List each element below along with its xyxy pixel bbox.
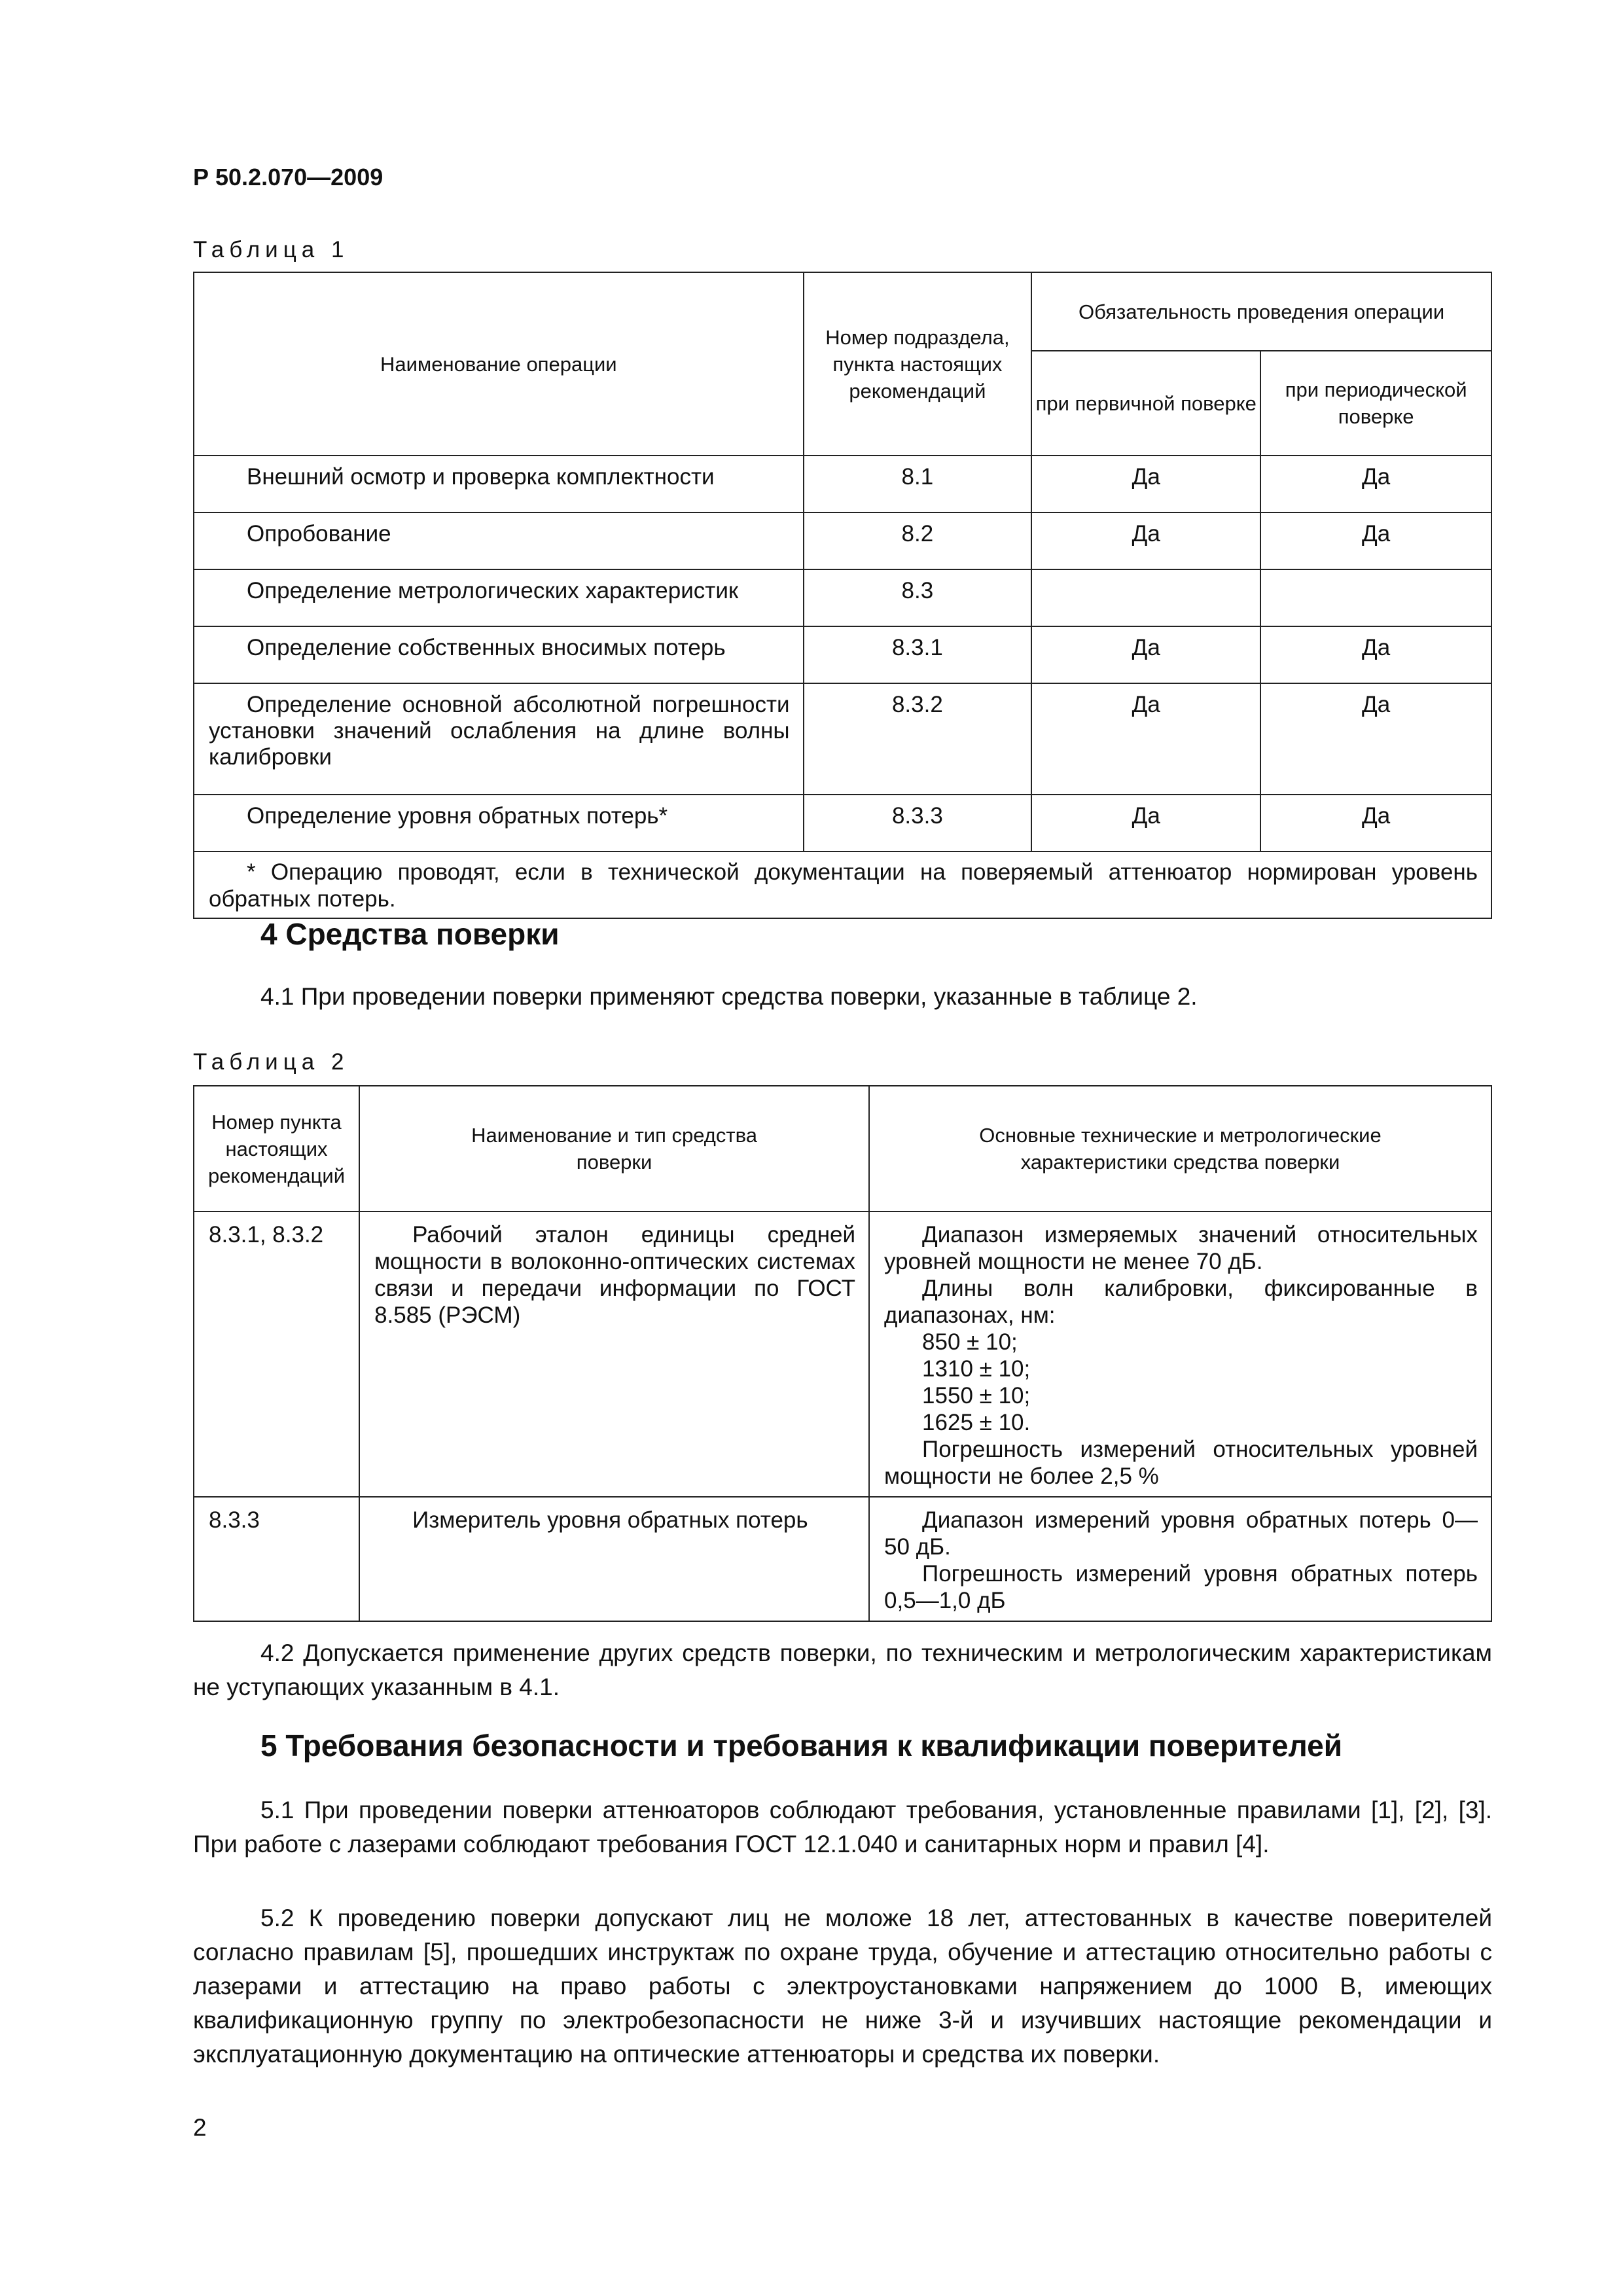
table1-caption: Таблица 1 bbox=[193, 237, 349, 262]
table2-header-chars: Основные технические и метрологические характеристики средства поверки bbox=[869, 1086, 1491, 1211]
page-number: 2 bbox=[193, 2114, 207, 2141]
table-row bbox=[194, 626, 1491, 683]
table-row bbox=[194, 456, 1491, 512]
section-number: 8.2 bbox=[804, 512, 1032, 569]
instrument-characteristics bbox=[869, 1497, 1491, 1621]
characteristic-range: Диапазон измерений уровня обратных потерь 0—50 дБ. bbox=[884, 1507, 1478, 1560]
operation-name: Опробование bbox=[194, 512, 804, 569]
characteristic-wavelengths: Длины волн калибровки, фиксированные в диапазонах, нм: bbox=[884, 1276, 1478, 1328]
periodic-check: Да bbox=[1260, 795, 1491, 852]
wavelength-item: 1625 ± 10. bbox=[922, 1410, 1031, 1435]
primary-check: Да bbox=[1031, 683, 1260, 795]
table-row bbox=[194, 1211, 1491, 1497]
primary-check: Да bbox=[1031, 795, 1260, 852]
section-number: 8.3.3 bbox=[804, 795, 1032, 852]
table1-header-primary: при первичной поверке bbox=[1031, 351, 1260, 456]
characteristic-error: Погрешность измерений относительных уровней мощности не более 2,5 % bbox=[884, 1437, 1478, 1489]
table2-caption: Таблица 2 bbox=[193, 1049, 349, 1075]
operation-name: Определение основной абсолютной погрешности установки значений ослабления на длине волны калибровки bbox=[194, 683, 804, 795]
characteristic-range: Диапазон измеряемых значений относительных уровней мощности не менее 70 дБ. bbox=[884, 1222, 1478, 1274]
table1-header-section: Номер подраздела, пункта настоящих рекомендаций bbox=[804, 272, 1032, 456]
section5-title: 5 Требования безопасности и требования к квалификации поверителей bbox=[260, 1729, 1342, 1763]
primary-check: Да bbox=[1031, 456, 1260, 512]
operation-name: Внешний осмотр и проверка комплектности bbox=[194, 456, 804, 512]
section-number: 8.1 bbox=[804, 456, 1032, 512]
primary-check bbox=[1031, 569, 1260, 626]
table1-header-obligation: Обязательность проведения операции bbox=[1031, 272, 1491, 351]
document-code: Р 50.2.070—2009 bbox=[193, 164, 383, 190]
instrument-characteristics bbox=[869, 1211, 1491, 1497]
table-row bbox=[194, 512, 1491, 569]
instrument-name: Рабочий эталон единицы средней мощности в волоконно-оптических системах связи и передачи информации по ГОСТ 8.585 (РЭСМ) bbox=[359, 1211, 869, 1497]
section-number: 8.3 bbox=[804, 569, 1032, 626]
table1-header-periodic: при периодической поверке bbox=[1260, 351, 1491, 456]
operation-name: Определение метрологических характеристик bbox=[194, 569, 804, 626]
operation-name: Определение уровня обратных потерь* bbox=[194, 795, 804, 852]
table-row bbox=[194, 683, 1491, 795]
wavelength-item: 850 ± 10; bbox=[922, 1329, 1018, 1355]
section-number: 8.3.1 bbox=[804, 626, 1032, 683]
table-row bbox=[194, 1497, 1491, 1621]
paragraph-4-1: 4.1 При проведении поверки применяют средства поверки, указанные в таблице 2. bbox=[260, 983, 1198, 1010]
wavelength-item: 1310 ± 10; bbox=[922, 1356, 1031, 1382]
paragraph-5-1: 5.1 При проведении поверки аттенюаторов соблюдают требования, установленные правилами [1], [2], [3]. При работе с лазерами соблюдают требования ГОСТ 12.1.040 и санитарных норм и правил [4]. bbox=[193, 1797, 1492, 1857]
item-number: 8.3.1, 8.3.2 bbox=[194, 1211, 359, 1497]
item-number: 8.3.3 bbox=[194, 1497, 359, 1621]
periodic-check: Да bbox=[1260, 626, 1491, 683]
periodic-check: Да bbox=[1260, 512, 1491, 569]
table2-header-name: Наименование и тип средства поверки bbox=[359, 1086, 869, 1211]
periodic-check bbox=[1260, 569, 1491, 626]
primary-check: Да bbox=[1031, 626, 1260, 683]
table1-header-operation: Наименование операции bbox=[194, 272, 804, 456]
wavelength-item: 1550 ± 10; bbox=[922, 1383, 1031, 1408]
primary-check: Да bbox=[1031, 512, 1260, 569]
table1-footnote: * Операцию проводят, если в технической документации на поверяемый аттенюатор нормирован уровень обратных потерь. bbox=[194, 852, 1491, 918]
table-row bbox=[194, 795, 1491, 852]
instrument-name: Измеритель уровня обратных потерь bbox=[359, 1497, 869, 1621]
section-number: 8.3.2 bbox=[804, 683, 1032, 795]
paragraph-5-2: 5.2 К проведению поверки допускают лиц не моложе 18 лет, аттестованных в качестве поверителей согласно правилам [5], прошедших инструктаж по охране труда, обучение и аттестацию относительно работы с лазерами и аттестацию на право работы с электроустановками напряжением до 1000 В, имеющих квалификационную группу по электробезопасности не ниже 3-й и изучивших настоящие рекомендации и эксплуатационную документацию на оптические аттенюаторы и средства их поверки. bbox=[193, 1905, 1492, 2068]
table1 bbox=[193, 272, 1492, 919]
section4-title: 4 Средства поверки bbox=[260, 917, 560, 951]
operation-name: Определение собственных вносимых потерь bbox=[194, 626, 804, 683]
paragraph-4-2: 4.2 Допускается применение других средств поверки, по техническим и метрологическим характеристикам не уступающих указанным в 4.1. bbox=[193, 1640, 1492, 1700]
table2-header-num: Номер пункта настоящих рекомендаций bbox=[194, 1086, 359, 1211]
table2 bbox=[193, 1085, 1492, 1622]
periodic-check: Да bbox=[1260, 683, 1491, 795]
table-row bbox=[194, 569, 1491, 626]
characteristic-error: Погрешность измерений уровня обратных потерь 0,5—1,0 дБ bbox=[884, 1561, 1478, 1613]
periodic-check: Да bbox=[1260, 456, 1491, 512]
